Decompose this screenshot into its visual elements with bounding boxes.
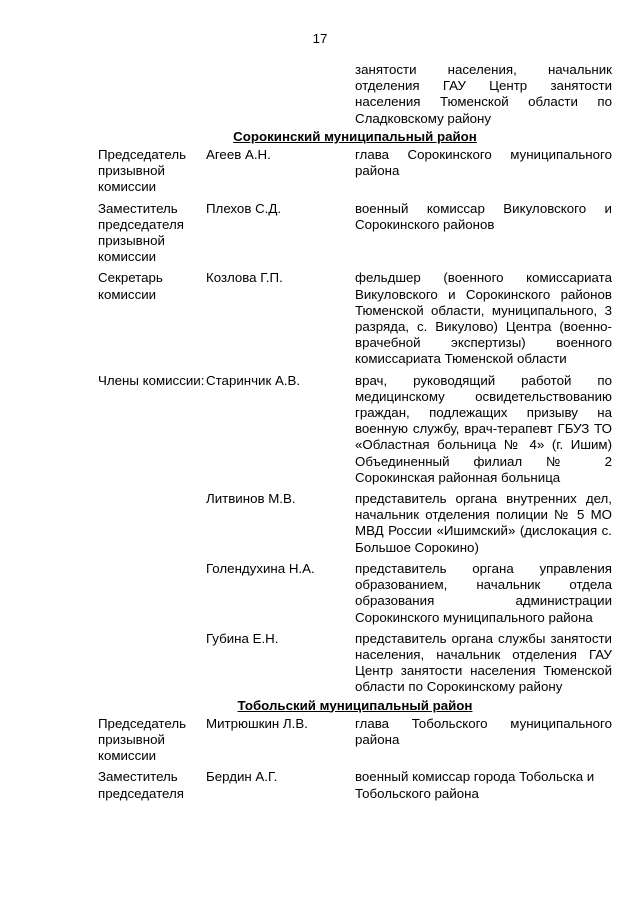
table-row xyxy=(98,270,612,367)
table-row xyxy=(98,769,612,801)
table-row xyxy=(98,201,612,266)
table-row xyxy=(98,631,612,696)
member-name: Козлова Г.П. xyxy=(206,270,283,286)
member-description: представитель органа службы занятости населения, начальник отделения ГАУ Центр занятости населения Тюменской области по Сорокинскому району xyxy=(355,630,612,695)
section-heading: Сорокинский муниципальный район xyxy=(233,128,477,144)
member-role xyxy=(98,561,206,626)
member-name: Литвинов М.В. xyxy=(206,491,296,507)
member-name: Агеев А.Н. xyxy=(206,147,271,163)
member-name: Старинчик А.В. xyxy=(206,372,301,388)
member-role: Секретарь комиссии xyxy=(98,270,163,302)
continued-description: занятости населения, начальник отделения ГАУ Центр занятости населения Тюменской области по Сладковскому району xyxy=(355,62,612,126)
member-description: военный комиссар города Тобольска и Тобольского района xyxy=(355,769,595,801)
table-row xyxy=(98,62,612,127)
member-description: глава Тобольского муниципального района xyxy=(355,715,612,747)
table-row xyxy=(98,147,612,196)
member-role xyxy=(98,631,206,696)
member-name: Голендухина Н.А. xyxy=(206,560,315,576)
member-description: глава Сорокинского муниципального района xyxy=(355,147,612,179)
member-name: Митрюшкин Л.В. xyxy=(206,715,308,731)
table-row xyxy=(98,373,612,486)
member-description: представитель органа управления образованием, начальник отдела образования администрации Сорокинского муниципального района xyxy=(355,560,612,625)
page-number: 17 xyxy=(312,31,328,46)
member-role xyxy=(98,491,206,556)
member-description: представитель органа внутренних дел, начальник отделения полиции № 5 МО МВД России «Ишимский» (дислокация с. Большое Сорокино) xyxy=(355,491,612,555)
member-name: Плехов С.Д. xyxy=(206,200,282,216)
table-row xyxy=(98,716,612,765)
commission-table xyxy=(98,62,612,802)
table-row xyxy=(98,561,612,626)
table-row xyxy=(98,491,612,556)
section-heading: Тобольский муниципальный район xyxy=(237,697,473,713)
member-role: Заместитель председателя xyxy=(98,769,184,801)
member-role: Председатель призывной комиссии xyxy=(98,715,187,764)
member-role: Члены комиссии: xyxy=(98,372,205,388)
member-role: Заместитель председателя призывной комиссии xyxy=(98,200,184,265)
member-description: военный комиссар Викуловского и Сорокинского районов xyxy=(355,200,612,232)
member-role: Председатель призывной комиссии xyxy=(98,147,187,195)
member-description: фельдшер (военного комиссариата Викуловского и Сорокинского районов Тюменской области, муниципального, 3 разряда, с. Викулово) Центра (военно-врачебной экспертизы) военного комиссариата Тюменской области xyxy=(355,270,612,367)
member-name: Губина Е.Н. xyxy=(206,630,279,646)
member-name: Бердин А.Г. xyxy=(206,769,278,785)
member-description: врач, руководящий работой по медицинскому освидетельствованию граждан, подлежащих призыву на военную службу, врач-терапевт ГБУЗ ТО «Областная больница № 4» (г. Ишим) Объединенный филиал № 2 Сорокинская районная больница xyxy=(355,372,612,485)
